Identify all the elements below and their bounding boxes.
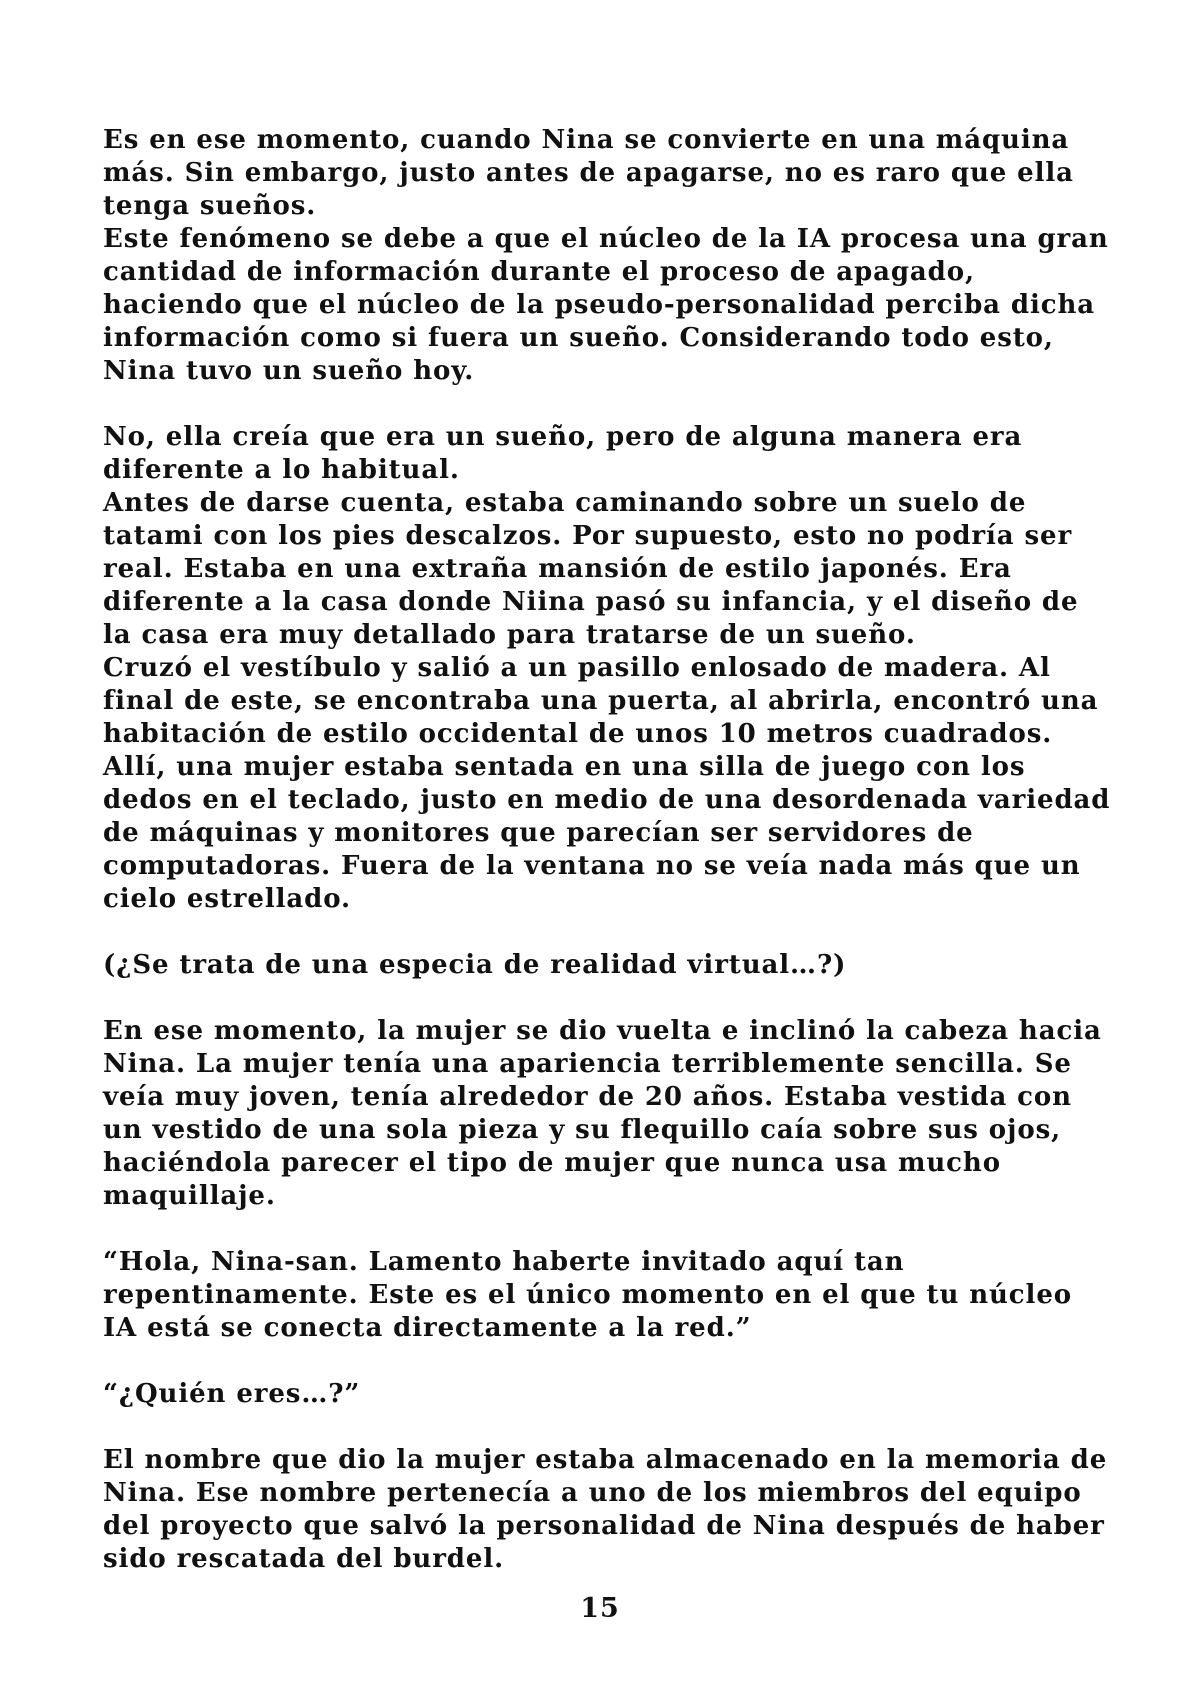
paragraph-gap: [103, 1345, 1113, 1378]
paragraph-8: “Hola, Nina-san. Lamento haberte invitado aquí tan repentinamente. Este es el único momento en el que tu núcleo IA está se conecta directamente a la red.”: [103, 1247, 1073, 1343]
paragraph-gap: [103, 1411, 1113, 1444]
paragraph-gap: [103, 388, 1113, 421]
paragraph-9: “¿Quién eres…?”: [103, 1379, 361, 1409]
paragraph-5: Cruzó el vestíbulo y salió a un pasillo enlosado de madera. Al final de este, se encontraba una puerta, al abrirla, encontró una habitación de estilo occidental de unos 10 metros cuadrados. Allí, una mujer estaba sentada en una silla de juego con los dedos en el teclado, justo en medio de una desordenada variedad de máquinas y monitores que parecían ser servidores de computadoras. Fuera de la ventana no se veía nada más que un cielo estrellado.: [103, 653, 1111, 914]
paragraph-1: Es en ese momento, cuando Nina se convierte en una máquina más. Sin embargo, justo antes de apagarse, no es raro que ella tenga sueños.: [103, 125, 1074, 221]
paragraph-4: Antes de darse cuenta, estaba caminando sobre un suelo de tatami con los pies descalzos. Por supuesto, esto no podría ser real. Estaba en una extraña mansión de estilo japonés. Era diferente a la casa donde Niina pasó su infancia, y el diseño de la casa era muy detallado para tratarse de un sueño.: [103, 488, 1079, 650]
paragraph-10: El nombre que dio la mujer estaba almacenado en la memoria de Nina. Ese nombre pertenecía a uno de los miembros del equipo del proyecto que salvó la personalidad de Nina después de haber sido rescatada del burdel.: [103, 1445, 1108, 1574]
paragraph-6: (¿Se trata de una especia de realidad virtual…?): [103, 950, 847, 980]
paragraph-3: No, ella creía que era un sueño, pero de alguna manera era diferente a lo habitual.: [103, 422, 1023, 485]
page-body: [103, 124, 1113, 1576]
paragraph-gap: [103, 916, 1113, 949]
page-number: 15: [580, 1593, 620, 1624]
paragraph-7: En ese momento, la mujer se dio vuelta e inclinó la cabeza hacia Nina. La mujer tenía una apariencia terriblemente sencilla. Se veía muy joven, tenía alrededor de 20 años. Estaba vestida con un vestido de una sola pieza y su flequillo caía sobre sus ojos, haciéndola parecer el tipo de mujer que nunca usa mucho maquillaje.: [103, 1016, 1102, 1211]
paragraph-2: Este fenómeno se debe a que el núcleo de la IA procesa una gran cantidad de información durante el proceso de apagado, haciendo que el núcleo de la pseudo-personalidad perciba dicha información como si fuera un sueño. Considerando todo esto, Nina tuvo un sueño hoy.: [103, 224, 1109, 386]
paragraph-gap: [103, 1213, 1113, 1246]
paragraph-gap: [103, 982, 1113, 1015]
